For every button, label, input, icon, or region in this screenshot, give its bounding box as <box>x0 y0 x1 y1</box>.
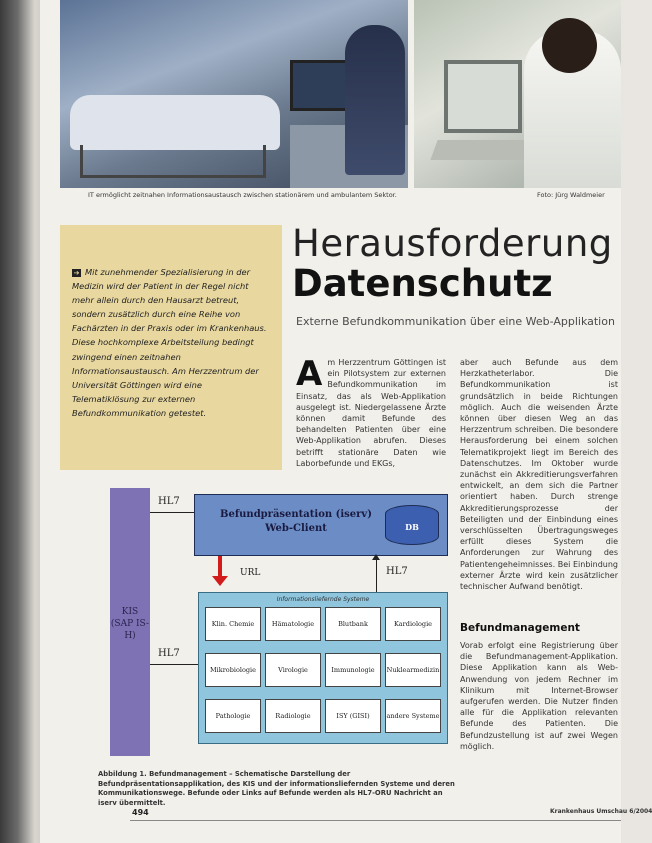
footer-rule <box>130 820 621 821</box>
connector-up <box>376 558 377 592</box>
section-heading: Befundmanagement <box>460 622 580 634</box>
photo-icu-nurse <box>60 0 408 188</box>
subheadline: Externe Befundkommunikation über eine Web-Applikation <box>296 315 615 328</box>
headline-line1: Herausforderung <box>292 222 613 265</box>
system-cell: Mikrobiologie <box>205 653 261 687</box>
kis-label: KIS (SAP IS-H) <box>110 607 150 641</box>
system-cell: Nuklearmedizin <box>385 653 441 687</box>
system-cell: andere Systeme <box>385 699 441 733</box>
hl7-label-top: HL7 <box>158 496 180 507</box>
system-cell: ISY (GISI) <box>325 699 381 733</box>
hl7-label-up: HL7 <box>386 566 408 577</box>
systems-title: Informationsliefernde Systeme <box>276 596 370 603</box>
database-icon <box>385 505 439 545</box>
headline-line2: Datenschutz <box>292 262 553 305</box>
kis-box <box>110 488 150 756</box>
abstract-text: ➔ Mit zunehmender Spezialisierung in der Medizin wird der Patient in der Regel nicht mehr allein durch den Hausarzt betreut, sondern zusätzlich durch eine Reihe von Fachärzten in der Praxis oder im Krankenhaus. Diese hochkomplexe Arbeitsteilung bedingt zwingend einen zeitnahen Informationsaustausch. Am Herzzentrum der Universität Göttingen wird eine Telematiklösung zur externen Befundkommunikation getestet. <box>72 267 267 418</box>
article-column-2b: Vorab erfolgt eine Registrierung über die Befundmanagement-Applikation. Diese Applikation kann als Web-Anwendung von jedem Rechner im Klinikum mit Internet-Browser aufgerufen werden. Die Nutzer finden alle für die Applikation relevanten Befunde des Patienten. Die Befundzustellung ist auf zwei Wegen möglich. <box>460 641 618 751</box>
server-box <box>194 494 448 556</box>
arrow-up-icon <box>372 554 380 560</box>
system-cell: Blutbank <box>325 607 381 641</box>
system-cell: Hämatologie <box>265 607 321 641</box>
systems-box <box>198 592 448 744</box>
arrow-down-icon <box>212 576 228 586</box>
hl7-label-mid: HL7 <box>158 648 180 659</box>
system-cell: Virologie <box>265 653 321 687</box>
connector-top <box>150 512 194 513</box>
article-column-2: aber auch Befunde aus dem Herzkatheterlabor. Die Befundkommunikation ist grundsätzlich in beide Richtungen möglich. Auch die weisenden Ärzte können über diesen Weg an das Herzzentrum schreiben. Die besondere Herausforderung bei einem solchen Telematikprojekt liegt im Bereich des Datenschutzes. Im Oktober wurde zunächst ein Akkreditierungsverfahren entwickelt, an dem sich die Partner orientiert haben. Durch strenge Akkreditierungsprozesse der Beteiligten und der Einbindung eines verschlüsselten Übertragungsweges erfüllt dieses System die Anforderungen zur Wahrung des Patientengeheimnisses. Bei Einbindung externer Ärzte wird kein zusätzlicher technischer Aufwand benötigt. <box>460 358 618 592</box>
abstract-box <box>60 225 282 470</box>
connector-mid <box>150 664 198 665</box>
photo-caption: IT ermöglicht zeitnahen Informationsaustausch zwischen stationärem und ambulantem Sektor. <box>88 191 397 199</box>
db-label: DB <box>405 522 419 532</box>
article-column-1: Am Herzzentrum Göttingen ist ein Pilotsystem zur externen Befundkommunikation im Einsatz, das als Web-Applikation ausgelegt ist. Niedergelassene Ärzte können damit Befunde des behandelten Patienten über eine Web-Applikation abrufen. Dieses betrifft stationäre Daten wie Laborbefunde und EKGs, <box>296 354 446 468</box>
page-number: 494 <box>132 808 149 817</box>
dropcap: A <box>296 354 323 394</box>
system-cell: Radiologie <box>265 699 321 733</box>
system-cell: Kardiologie <box>385 607 441 641</box>
server-label: Befundpräsentation (iserv) Web-Client <box>220 509 372 534</box>
url-label: URL <box>240 568 261 578</box>
befund-diagram <box>98 488 448 758</box>
arrow-right-icon: ➔ <box>73 269 80 277</box>
system-cell: Klin. Chemie <box>205 607 261 641</box>
photo-credit: Foto: Jürg Waldmeier <box>537 191 605 199</box>
figure-caption: Abbildung 1. Befundmanagement – Schematische Darstellung der Befundpräsentationsapplikation, des KIS und der informationsliefernden Systeme und deren Kommunikationswege. Befunde oder Links auf Befunde werden als HL7-ORU Nachricht an iserv übermittelt. <box>98 770 455 807</box>
url-arrow <box>218 556 222 578</box>
system-cell: Pathologie <box>205 699 261 733</box>
system-cell: Immunologie <box>325 653 381 687</box>
journal-issue: Krankenhaus Umschau 6/2004 <box>550 808 652 815</box>
magazine-page <box>40 0 652 843</box>
photo-doctor-computer <box>414 0 621 188</box>
